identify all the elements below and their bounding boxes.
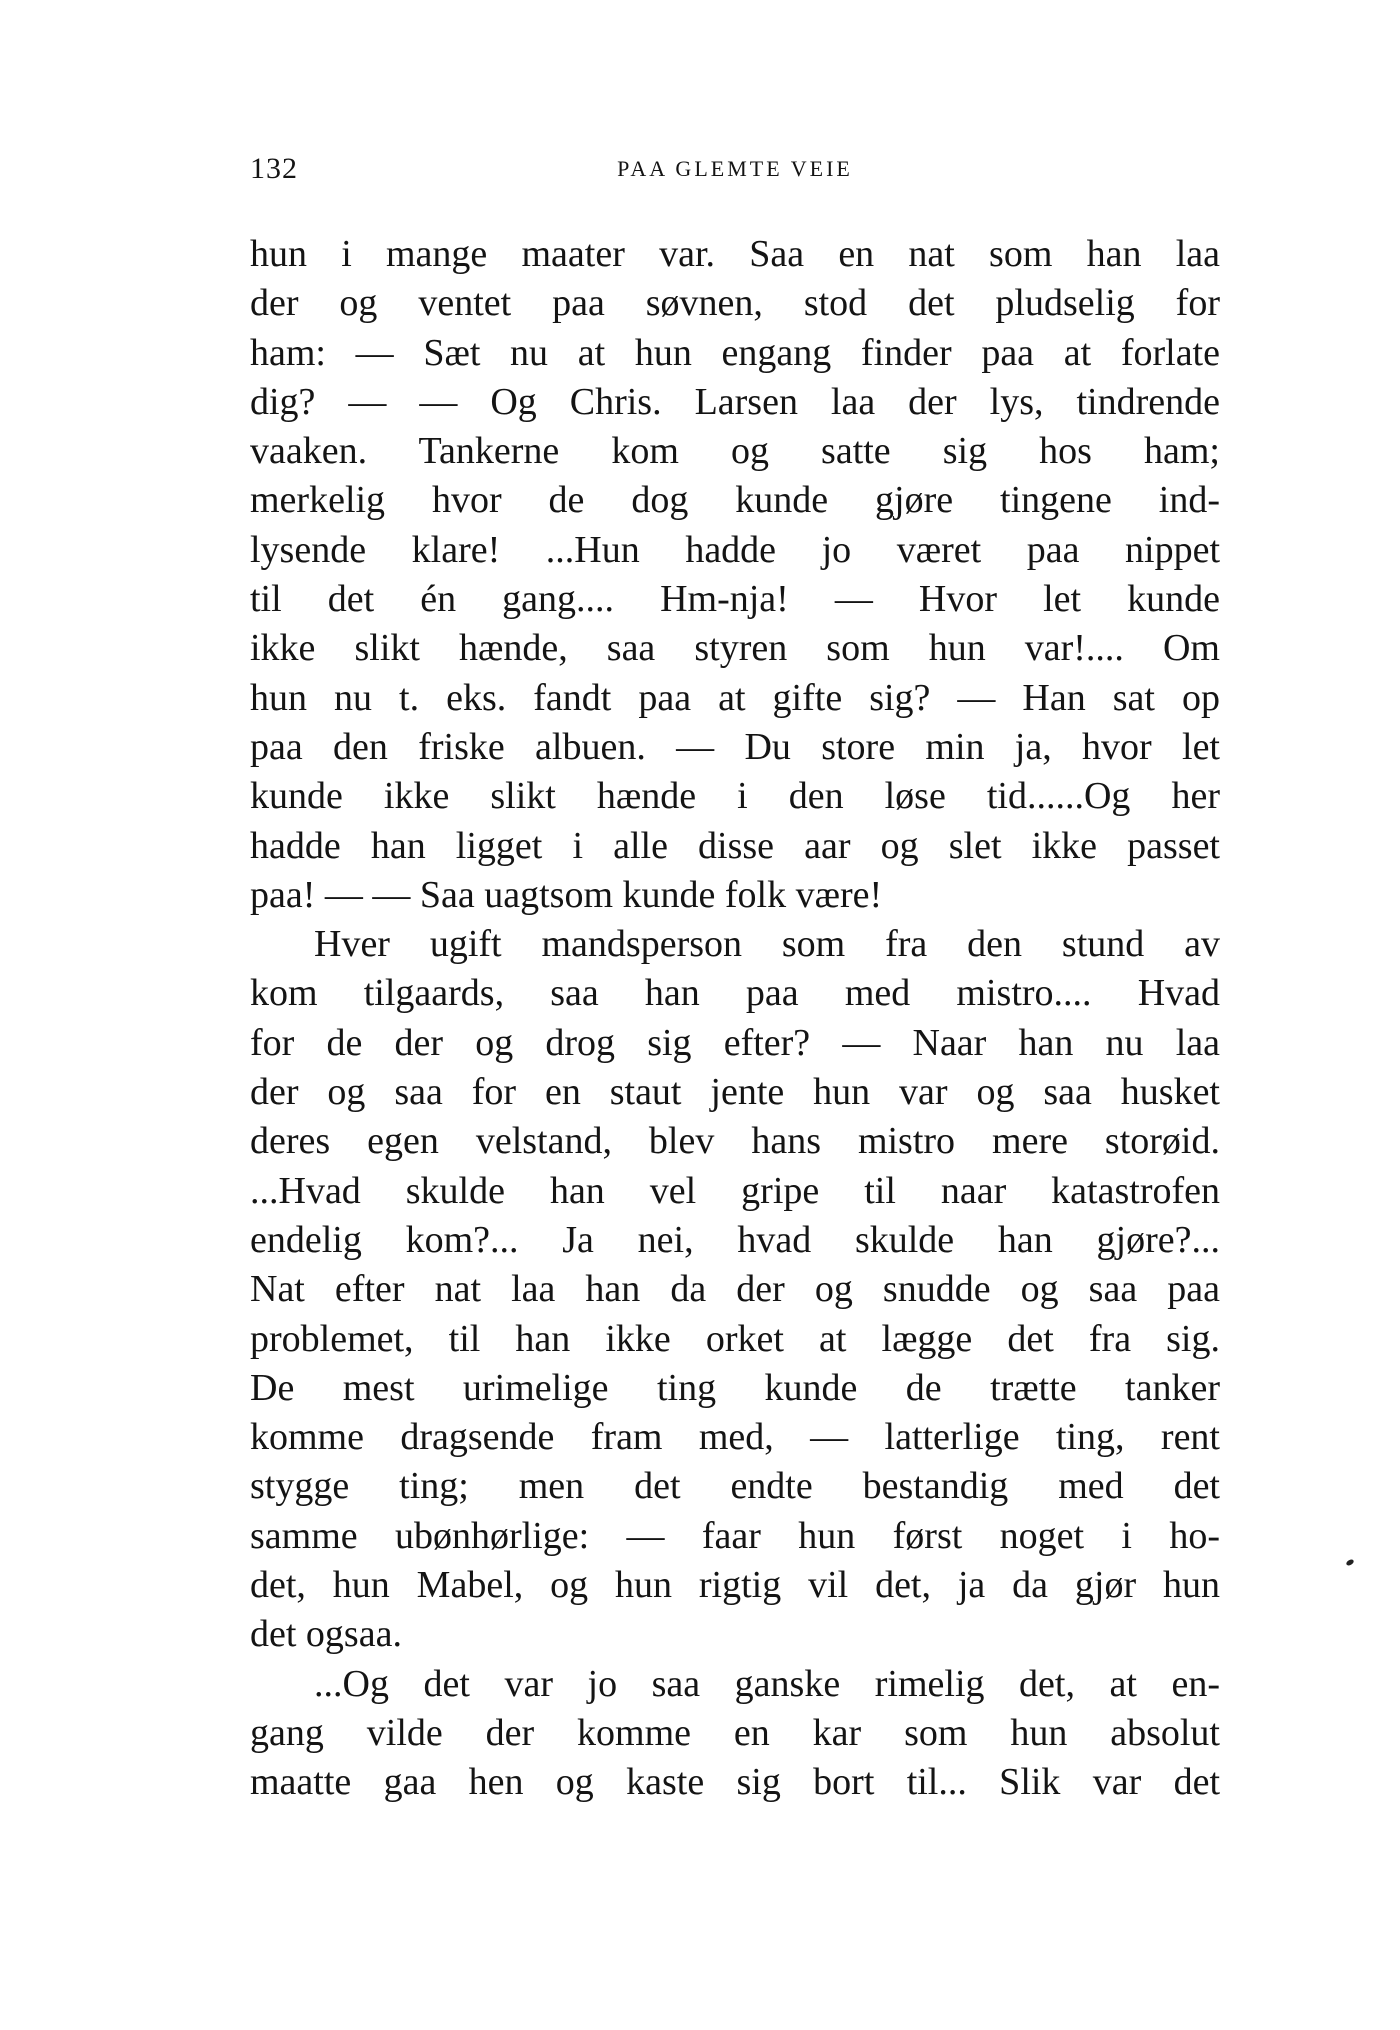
text-line: lysende klare! ...Hun hadde jo været paa nippet xyxy=(250,528,1220,571)
text-line: Nat efter nat laa han da der og snudde og saa paa xyxy=(250,1268,1220,1311)
body-text xyxy=(250,230,1220,1808)
text-line: gang vilde der komme en kar som hun absolut xyxy=(250,1711,1220,1754)
text-line: ikke slikt hænde, saa styren som hun var!.... Om xyxy=(250,627,1220,670)
text-line: komme dragsende fram med, — latterlige ting, rent xyxy=(250,1416,1220,1459)
text-line: til det én gang.... Hm-nja! — Hvor let kunde xyxy=(250,578,1220,621)
text-line: for de der og drog sig efter? — Naar han nu laa xyxy=(250,1021,1220,1064)
ink-speck xyxy=(1345,1558,1354,1566)
text-line: hun i mange maater var. Saa en nat som han laa xyxy=(250,233,1220,275)
text-line: De mest urimelige ting kunde de trætte tanker xyxy=(250,1366,1220,1409)
paragraph-start-line: Hver ugift mandsperson som fra den stund av xyxy=(314,923,1220,966)
text-line: der og ventet paa søvnen, stod det pludselig for xyxy=(250,282,1220,325)
text-line: deres egen velstand, blev hans mistro mere storøid. xyxy=(250,1120,1220,1163)
text-line: merkelig hvor de dog kunde gjøre tingene ind- xyxy=(250,479,1220,522)
paragraph-start-line: ...Og det var jo saa ganske rimelig det, at en- xyxy=(314,1662,1220,1705)
paragraph-end-line: det ogsaa. xyxy=(250,1613,402,1656)
text-line: hun nu t. eks. fandt paa at gifte sig? — Han sat op xyxy=(250,676,1220,719)
text-line: maatte gaa hen og kaste sig bort til... Slik var det xyxy=(250,1761,1220,1804)
text-line: paa den friske albuen. — Du store min ja, hvor let xyxy=(250,725,1220,768)
text-line: endelig kom?... Ja nei, hvad skulde han gjøre?... xyxy=(250,1218,1220,1261)
text-line: der og saa for en staut jente hun var og saa husket xyxy=(250,1071,1220,1114)
text-line: ...Hvad skulde han vel gripe til naar katastrofen xyxy=(250,1169,1220,1212)
running-head: PAA GLEMTE VEIE xyxy=(617,156,853,181)
text-line: kom tilgaards, saa han paa med mistro.... Hvad xyxy=(250,972,1220,1015)
text-line: hadde han ligget i alle disse aar og slet ikke passet xyxy=(250,824,1220,867)
page-header xyxy=(250,152,1220,192)
text-line: stygge ting; men det endte bestandig med det xyxy=(250,1465,1220,1508)
text-line: ham: — Sæt nu at hun engang finder paa at forlate xyxy=(250,331,1220,374)
text-line: kunde ikke slikt hænde i den løse tid......Og her xyxy=(250,775,1220,818)
text-line: problemet, til han ikke orket at lægge det fra sig. xyxy=(250,1317,1220,1360)
text-line: det, hun Mabel, og hun rigtig vil det, ja da gjør hun xyxy=(250,1564,1220,1607)
text-line: vaaken. Tankerne kom og satte sig hos ham; xyxy=(250,430,1220,473)
paragraph-end-line: paa! — — Saa uagtsom kunde folk være! xyxy=(250,873,883,916)
text-line: samme ubønhørlige: — faar hun først noget i ho- xyxy=(250,1514,1220,1557)
page-number: 132 xyxy=(250,152,298,185)
text-line: dig? — — Og Chris. Larsen laa der lys, tindrende xyxy=(250,380,1220,423)
